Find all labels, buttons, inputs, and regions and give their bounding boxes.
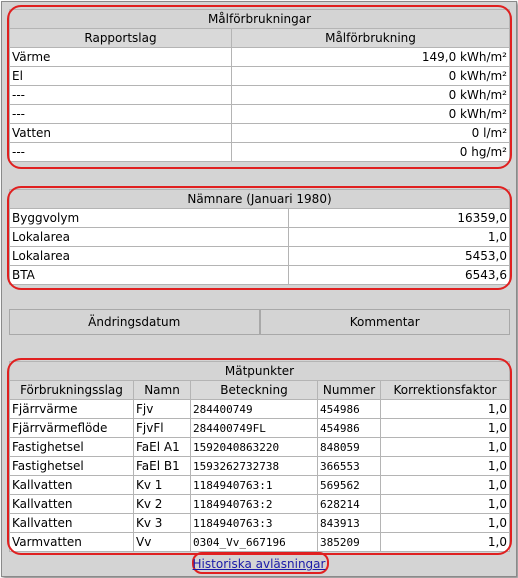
header-korrektionsfaktor: Korrektionsfaktor [381, 381, 510, 400]
table-cell: 385209 [318, 533, 381, 552]
namnare-panel [9, 189, 510, 285]
matpunkter-table [9, 361, 510, 552]
table-cell: Kv 3 [134, 514, 191, 533]
table-cell: 1,0 [381, 533, 510, 552]
table-row [10, 143, 510, 162]
table-cell: Lokalarea [10, 247, 289, 266]
table-row [10, 495, 510, 514]
table-cell: 1,0 [381, 400, 510, 419]
table-cell: 628214 [318, 495, 381, 514]
table-cell: Fjärrvärmeflöde [10, 419, 134, 438]
table-cell: 848059 [318, 438, 381, 457]
table-row [10, 419, 510, 438]
header-namn: Namn [134, 381, 191, 400]
table-cell: 454986 [318, 400, 381, 419]
header-nummer: Nummer [318, 381, 381, 400]
matpunkter-panel [9, 361, 510, 552]
header-beteckning: Beteckning [191, 381, 318, 400]
table-cell: 0 kWh/m² [232, 105, 510, 124]
table-row [10, 266, 510, 285]
table-row [10, 228, 510, 247]
matpunkter-title: Mätpunkter [10, 362, 510, 381]
table-row [10, 48, 510, 67]
header-rapportslag: Rapportslag [10, 29, 232, 48]
table-cell: 1,0 [381, 419, 510, 438]
header-forbrukningsslag: Förbrukningsslag [10, 381, 134, 400]
table-cell: Fastighetsel [10, 457, 134, 476]
table-cell: 0 hg/m² [232, 143, 510, 162]
table-row [10, 400, 510, 419]
table-cell: 1,0 [381, 495, 510, 514]
table-row [10, 209, 510, 228]
historiska-avlasningar-link[interactable]: Historiska avläsningar [192, 557, 326, 571]
table-row [10, 124, 510, 143]
table-cell: Byggvolym [10, 209, 289, 228]
table-cell: 16359,0 [289, 209, 510, 228]
table-row [10, 438, 510, 457]
table-row [10, 476, 510, 495]
table-cell: --- [10, 86, 232, 105]
table-cell: 1,0 [289, 228, 510, 247]
table-cell: BTA [10, 266, 289, 285]
table-cell: FaEl B1 [134, 457, 191, 476]
table-cell: Vv [134, 533, 191, 552]
table-cell: 569562 [318, 476, 381, 495]
table-cell: 5453,0 [289, 247, 510, 266]
table-cell: Fjv [134, 400, 191, 419]
table-cell: --- [10, 143, 232, 162]
table-cell: 1,0 [381, 476, 510, 495]
table-row [10, 514, 510, 533]
table-cell: 284400749 [191, 400, 318, 419]
table-cell: --- [10, 105, 232, 124]
table-cell: 843913 [318, 514, 381, 533]
malforbrukningar-table [9, 9, 510, 162]
table-row [10, 457, 510, 476]
table-cell: Kv 1 [134, 476, 191, 495]
malforbrukningar-panel [9, 9, 510, 162]
table-row [10, 105, 510, 124]
table-cell: 366553 [318, 457, 381, 476]
malforbrukningar-title: Målförbrukningar [10, 10, 510, 29]
table-cell: 0304_Vv_667196 [191, 533, 318, 552]
table-cell: Kallvatten [10, 495, 134, 514]
table-cell: 1184940763:3 [191, 514, 318, 533]
button-row [9, 309, 510, 335]
table-cell: El [10, 67, 232, 86]
table-cell: 1,0 [381, 438, 510, 457]
namnare-title: Nämnare (Januari 1980) [10, 190, 510, 209]
header-malforbrukning: Målförbrukning [232, 29, 510, 48]
table-cell: Kallvatten [10, 476, 134, 495]
table-cell: Lokalarea [10, 228, 289, 247]
table-cell: Fastighetsel [10, 438, 134, 457]
table-cell: 1592040863220 [191, 438, 318, 457]
table-cell: 1184940763:1 [191, 476, 318, 495]
table-row [10, 247, 510, 266]
table-cell: FaEl A1 [134, 438, 191, 457]
table-cell: 0 kWh/m² [232, 86, 510, 105]
table-cell: Värme [10, 48, 232, 67]
kommentar-button[interactable]: Kommentar [260, 309, 511, 335]
table-cell: 0 l/m² [232, 124, 510, 143]
table-cell: Vatten [10, 124, 232, 143]
andringsdatum-button[interactable]: Ändringsdatum [9, 309, 260, 335]
table-cell: 284400749FL [191, 419, 318, 438]
table-cell: 1184940763:2 [191, 495, 318, 514]
table-row [10, 67, 510, 86]
table-cell: 1,0 [381, 514, 510, 533]
table-cell: Kv 2 [134, 495, 191, 514]
table-cell: Kallvatten [10, 514, 134, 533]
namnare-table [9, 189, 510, 285]
table-row [10, 533, 510, 552]
table-cell: Fjärrvärme [10, 400, 134, 419]
table-cell: 1593262732738 [191, 457, 318, 476]
table-cell: 6543,6 [289, 266, 510, 285]
table-cell: 1,0 [381, 457, 510, 476]
table-cell: FjvFl [134, 419, 191, 438]
table-cell: Varmvatten [10, 533, 134, 552]
table-cell: 454986 [318, 419, 381, 438]
table-cell: 149,0 kWh/m² [232, 48, 510, 67]
table-row [10, 86, 510, 105]
table-cell: 0 kWh/m² [232, 67, 510, 86]
